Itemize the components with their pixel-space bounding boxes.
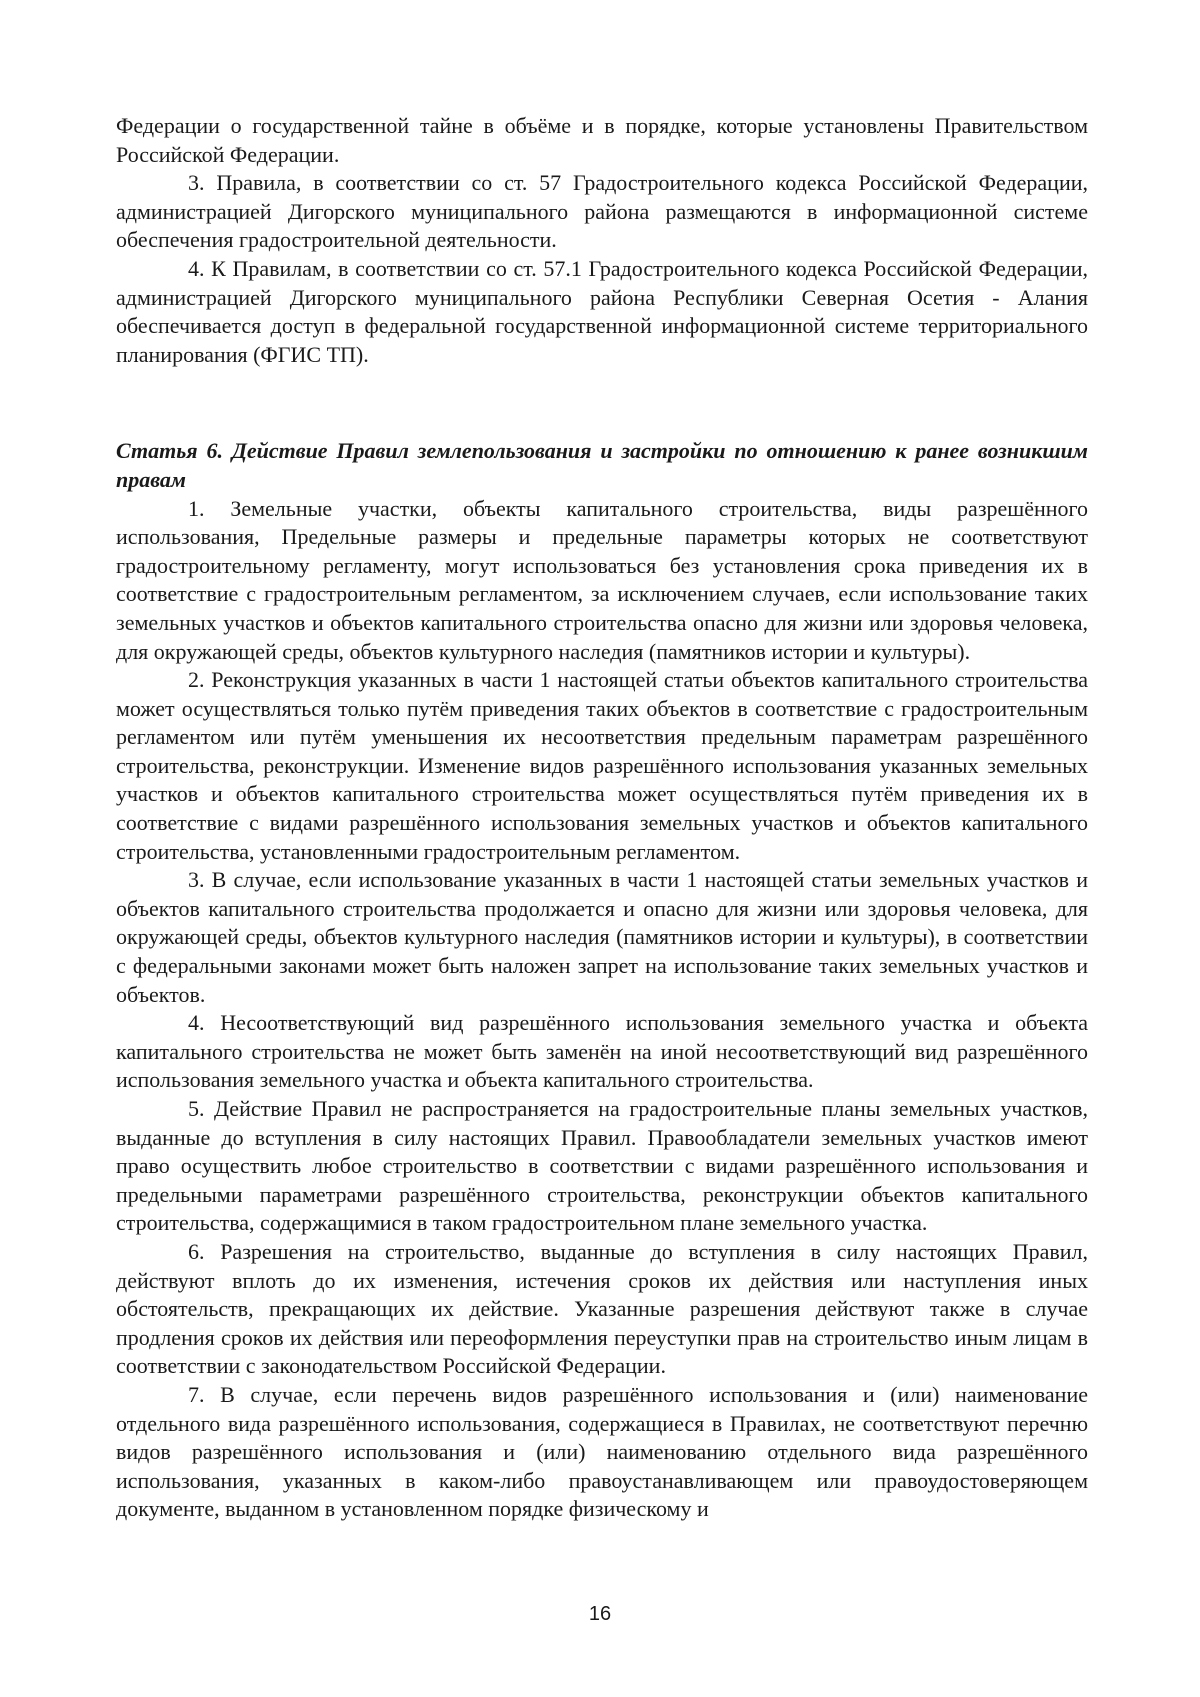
paragraph-item-4: 4. К Правилам, в соответствии со ст. 57.1 Градостроительного кодекса Российской Федерации, администрацией Дигорского муниципального района Республики Северная Осетия - Алания обеспечивается доступ в федеральной государственной информационной системе территориального планирования (ФГИС ТП). [116, 255, 1088, 367]
page-number: 16 [588, 1603, 612, 1625]
paragraph-continuation: Федерации о государственной тайне в объёме и в порядке, которые установлены Правительством Российской Федерации. [116, 113, 1088, 167]
article-paragraph-4: 4. Несоответствующий вид разрешённого использования земельного участка и объекта капитального строительства не может быть заменён на иной несоответствующий вид разрешённого использования земельного участка и объекта капитального строительства. [116, 1010, 1088, 1093]
paragraph-item-3: 3. Правила, в соответствии со ст. 57 Градостроительного кодекса Российской Федерации, администрацией Дигорского муниципального района размещаются в информационной системе обеспечения градостроительной деятельности. [116, 170, 1088, 253]
article-paragraph-6: 6. Разрешения на строительство, выданные до вступления в силу настоящих Правил, действуют вплоть до их изменения, истечения сроков их действия или наступления иных обстоятельств, прекращающих их действие. Указанные разрешения действуют также в случае продления сроков их действия или переоформления переуступки прав на строительство иным лицам в соответствии с законодательством Российской Федерации. [116, 1238, 1088, 1379]
article-paragraph-3: 3. В случае, если использование указанных в части 1 настоящей статьи земельных участков и объектов капитального строительства продолжается и опасно для жизни или здоровья человека, для окружающей среды, объектов культурного наследия (памятников истории и культуры), в соответствии с федеральными законами может быть наложен запрет на использование таких земельных участков и объектов. [116, 867, 1088, 1007]
article-paragraph-1: 1. Земельные участки, объекты капитального строительства, виды разрешённого использования, Предельные размеры и предельные параметры которых не соответствуют градостроительному регламенту, могут использоваться без установления срока приведения их в соответствие с градостроительным регламентом, за исключением случаев, если использование таких земельных участков и объектов капитального строительства опасно для жизни или здоровья человека, для окружающей среды, объектов культурного наследия (памятников истории и культуры). [116, 495, 1088, 664]
article-paragraph-2: 2. Реконструкция указанных в части 1 настоящей статьи объектов капитального строительства может осуществляться только путём приведения таких объектов в соответствие с градостроительным регламентом или путём уменьшения их несоответствия предельным параметрам разрешённого строительства, реконструкции. Изменение видов разрешённого использования указанных земельных участков и объектов капитального строительства может осуществляться путём приведения их в соответствие с видами разрешённого использования земельных участков и объектов капитального строительства, установленными градостроительным регламентом. [116, 667, 1088, 864]
article-paragraph-5: 5. Действие Правил не распространяется на градостроительные планы земельных участков, выданные до вступления в силу настоящих Правил. Правообладатели земельных участков имеют право осуществить любое строительство в соответствии с видами разрешённого использования и предельными параметрами разрешённого строительства, реконструкции объектов капитального строительства, содержащимися в таком градостроительном плане земельного участка. [116, 1096, 1088, 1236]
article-paragraph-7: 7. В случае, если перечень видов разрешённого использования и (или) наименование отдельного вида разрешённого использования, содержащиеся в Правилах, не соответствуют перечню видов разрешённого использования и (или) наименованию отдельного вида разрешённого использования, указанных в каком-либо правоустанавливающем или правоудостоверяющем документе, выданном в установленном порядке физическому и [116, 1381, 1088, 1522]
article-heading: Статья 6. Действие Правил землепользования и застройки по отношению к ранее возникшим правам [116, 438, 1088, 492]
document-page [116, 112, 1088, 1592]
